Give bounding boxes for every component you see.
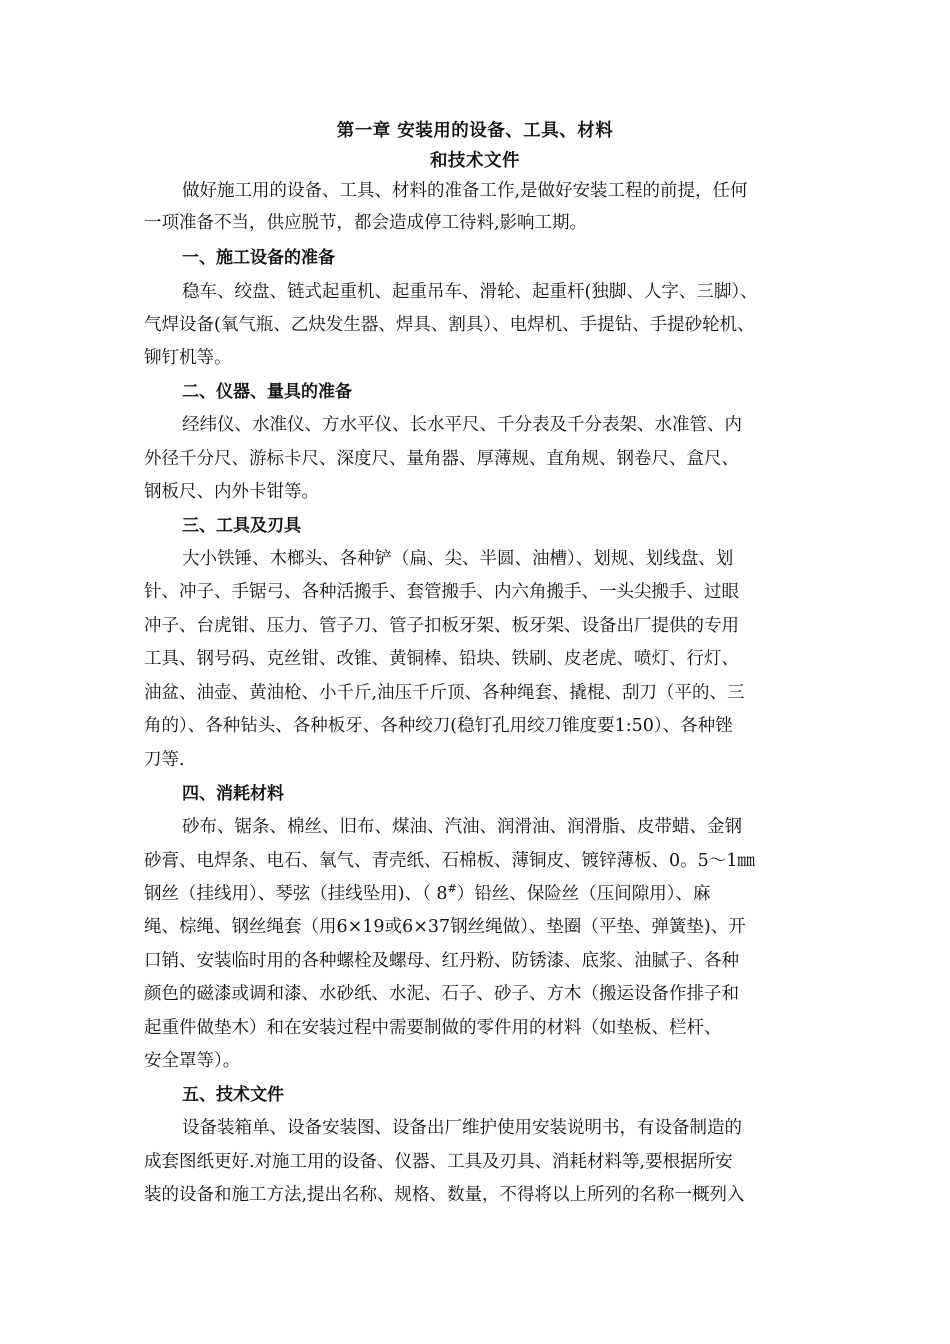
section-2-line-3: 钢板尺、内外卡钳等。	[144, 482, 319, 502]
section-4-line-6: 颜色的磁漆或调和漆、水砂纸、水泥、石子、砂子、方木（搬运设备作排子和	[144, 984, 739, 1004]
section-3-line-6: 角的）、各种钻头、各种板牙、各种绞刀(稳钉孔用绞刀锥度要1:50）、各种锉	[144, 716, 733, 736]
section-5-line-2: 成套图纸更好.对施工用的设备、仪器、工具及刃具、消耗材料等,要根据所安	[144, 1152, 733, 1172]
section-4-line-3-start: 钢丝（挂线用）、琴弦（挂线坠用)、（ 8	[144, 884, 448, 904]
section-4-line-2: 砂膏、电焊条、电石、氧气、青壳纸、石棉板、薄铜皮、镀锌薄板、0。5～1㎜	[144, 851, 755, 871]
section-4-line-3	[144, 883, 814, 905]
chapter-title-line-1: 第一章 安装用的设备、工具、材料	[336, 121, 614, 141]
section-4-line-5: 口销、安装临时用的各种螺栓及螺母、红丹粉、防锈漆、底浆、油腻子、各种	[144, 951, 739, 971]
section-4-line-1: 砂布、锯条、棉丝、旧布、煤油、汽油、润滑油、润滑脂、皮带蜡、金钢	[182, 817, 742, 837]
intro-line-2: 一项准备不当，供应脱节，都会造成停工待料,影响工期。	[144, 213, 588, 233]
intro-line-1: 做好施工用的设备、工具、材料的准备工作,是做好安装工程的前提，任何	[182, 181, 748, 201]
section-4-line-7: 起重件做垫木）和在安装过程中需要制做的零件用的材料（如垫板、栏杆、	[144, 1018, 722, 1038]
section-heading-equipment: 一、施工设备的准备	[182, 248, 335, 268]
section-3-line-1: 大小铁锤、木榔头、各种铲（扁、尖、半圆、油槽）、划规、划线盘、划	[182, 549, 734, 569]
section-3-line-5: 油盆、油壶、黄油枪、小千斤,油压千斤顶、各种绳套、撬棍、刮刀（平的、三	[144, 683, 745, 703]
section-3-line-2: 针、冲子、手锯弓、各种活搬手、套管搬手、内六角搬手、一头尖搬手、过眼	[144, 582, 739, 602]
section-1-line-1: 稳车、绞盘、链式起重机、起重吊车、滑轮、起重杆(独脚、人字、三脚）、	[182, 282, 758, 302]
section-heading-tools: 三、工具及刃具	[182, 516, 301, 536]
section-3-line-4: 工具、钢号码、克丝钳、改锥、黄铜棒、铅块、铁刷、皮老虎、喷灯、行灯、	[144, 649, 739, 669]
gauge-number-mark: #	[447, 882, 457, 896]
section-5-line-3: 装的设备和施工方法,提出名称、规格、数量，不得将以上所列的名称一概列入	[144, 1185, 745, 1205]
section-heading-instruments: 二、仪器、量具的准备	[182, 382, 352, 402]
chapter-title-line-2: 和技术文件	[430, 151, 520, 171]
section-4-line-8: 安全罩等）。	[144, 1051, 241, 1071]
section-3-line-7: 刀等.	[144, 750, 185, 770]
section-heading-consumables: 四、消耗材料	[182, 784, 284, 804]
section-1-line-3: 铆钉机等。	[144, 348, 232, 368]
section-2-line-2: 外径千分尺、游标卡尺、深度尺、量角器、厚薄规、直角规、钢卷尺、盒尺、	[144, 449, 739, 469]
section-3-line-3: 冲子、台虎钳、压力、管子刀、管子扣板牙架、板牙架、设备出厂提供的专用	[144, 616, 739, 636]
section-heading-technical-documents: 五、技术文件	[182, 1085, 284, 1105]
section-2-line-1: 经纬仪、水准仪、方水平仪、长水平尺、千分表及千分表架、水准管、内	[182, 415, 742, 435]
section-4-line-4: 绳、棕绳、钢丝绳套（用6×19或6×37钢丝绳做）、垫圈（平垫、弹簧垫)、开	[144, 917, 746, 937]
section-5-line-1: 设备装箱单、设备安装图、设备出厂维护使用安装说明书，有设备制造的	[182, 1118, 742, 1138]
section-1-line-2: 气焊设备(氧气瓶、乙炔发生器、焊具、割具）、电焊机、手提钻、手提砂轮机、	[144, 315, 755, 335]
section-4-line-3-end: ）铅丝、保险丝（压间隙用）、麻	[456, 884, 711, 904]
